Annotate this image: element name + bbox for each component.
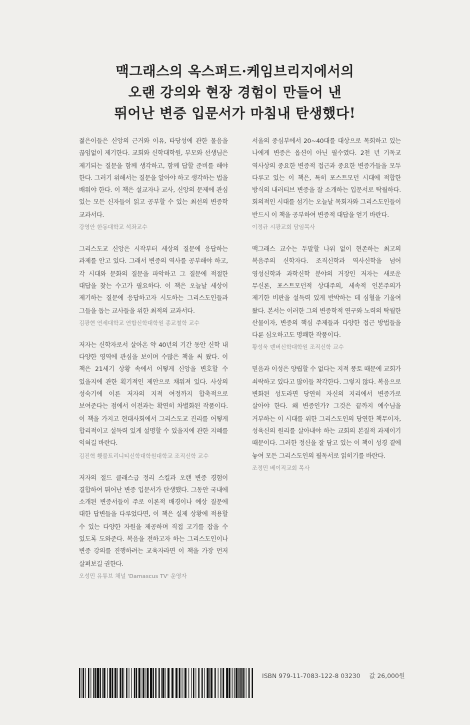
headline-line-1: 맥그래스의 옥스퍼드·케임브리지에서의: [115, 64, 355, 80]
review-block: [252, 136, 401, 233]
barcode-bar: [138, 668, 140, 698]
barcode-bar: [234, 668, 235, 698]
barcode-bar: [129, 668, 130, 698]
review-text: 맥그래스 교수는 두말할 나위 없이 현존하는 최고의 복음주의 신학자다. 조직신학과 역사신학을 넘어 영성신학과 과학신학 분야의 거장인 저자는 새로운 무신론, 포스트모던적 상대주의, 세속적 인본주의가 제기한 비판을 설득력 있게 반박하는 데 심혈을 기울여 왔다. 본서는 이러한 그의 변증학적 연구와 노력의 탁월한 산물이자, 변증의 핵심 주제들과 다양한 접근 방법들을 다룬 심오하고도 명쾌한 작품이다.: [252, 246, 401, 340]
barcode-bar: [103, 668, 105, 698]
barcode-bar: [153, 668, 154, 698]
barcode-bar: [196, 668, 197, 698]
barcode-bar: [207, 668, 209, 698]
review-text: 그리스도교 신앙은 시작부터 세상의 질문에 응답하는 과제를 안고 있다. 그래서 변증의 역사를 공부해야 하고, 각 시대와 문화의 질문을 파악하고 그 질문에 적절한 대답을 찾는 수고가 필요하다. 이 책은 오늘날 세상이 제기하는 질문에 응답하고자 시도하는 그리스도인들과 그들을 돕는 교사들을 위한 최적의 교과서다.: [79, 246, 228, 315]
reviews-left-column: [79, 136, 228, 593]
review-text: 저자는 신학자로서 살아온 약 40년의 기간 동안 신학 내 다양한 영역에 관심을 보이며 수많은 책을 써 왔다. 이 책은 21세기 상황 속에서 어떻게 신앙을 변호할 수 있을지에 관한 획기적인 제안으로 채워져 있다. 사상의 성숙기에 이른 저자의 지적 여정까지 합축적으로 보여준다는 점에서 이전과는 확연히 차별화된 작품이다. 이 책을 가지고 현대사회에서 그리스도교 진리를 어떻게 합리적이고 설득력 있게 설명할 수 있을지에 관한 지혜를 익혀길 바란다.: [79, 341, 228, 448]
reviews-right-column: [252, 136, 401, 593]
barcode-bar: [82, 668, 83, 698]
barcode-bar: [238, 668, 239, 698]
barcode-bar: [112, 668, 113, 698]
review-text: 서울의 중심부에서 20~40대를 대상으로 목회하고 있는 나에게 변증은 옵션이 아닌 필수였다. 2천 년 기독교 역사상의 중요한 변증적 접근과 중요한 변증가들을 모두 다루고 있는 이 책은, 특히 포스트모던 시대에 적합한 방식의 내러티브 변증을 잘 소개하는 입문서로 탁월하다. 회의적인 시대를 섬기는 오늘날 목회자와 그리스도인들이 반드시 이 책을 공부하여 변증적 대답을 얻기 바란다.: [252, 138, 401, 219]
isbn-price-text: [262, 671, 405, 680]
barcode-bar: [155, 668, 156, 698]
barcode-bar: [162, 668, 164, 698]
barcode-bar: [193, 668, 194, 698]
review-block: [252, 364, 401, 473]
barcode-bar: [243, 668, 244, 698]
barcode-bar: [161, 668, 162, 698]
barcode-bar: [222, 668, 223, 698]
isbn-label: ISBN 979-11-7083-122-8 03230: [262, 673, 361, 680]
barcode-bar: [117, 668, 118, 698]
barcode-bar: [79, 668, 80, 698]
review-block: [79, 473, 228, 582]
barcode-bar: [83, 668, 84, 698]
barcode-bar: [142, 668, 143, 698]
price-label: 값 26,000원: [369, 673, 405, 680]
barcode-bar: [236, 668, 238, 698]
barcode-bar: [134, 668, 135, 698]
review-block: [252, 244, 401, 353]
barcode-bar: [97, 668, 99, 698]
barcode-bar: [215, 668, 216, 698]
review-author: 조정민 베이직교회 목사: [252, 465, 310, 472]
review-author: 강영안 한동대학교 석좌교수: [79, 225, 148, 232]
headline-line-3: 뛰어난 변증 입문서가 마침내 탄생했다!: [114, 106, 356, 122]
barcode-bar: [246, 668, 247, 698]
barcode-bar: [131, 668, 132, 698]
barcode-bar: [218, 668, 219, 698]
barcode-bar: [136, 668, 137, 698]
barcode-bar: [239, 668, 240, 698]
barcode-bar: [147, 668, 149, 698]
barcode-bar: [168, 668, 170, 698]
cover-headline: [0, 62, 470, 125]
barcode-bar: [176, 668, 178, 698]
barcode-bar: [241, 668, 242, 698]
barcode-bar: [159, 668, 160, 698]
barcode-bar: [231, 668, 232, 698]
barcode-bar: [88, 668, 89, 698]
barcode-bar: [229, 668, 230, 698]
barcode-bar: [107, 668, 108, 698]
review-author: 이정규 시광교회 담임목사: [252, 225, 315, 232]
barcode-bar: [122, 668, 123, 698]
barcode-bar: [95, 668, 96, 698]
review-author: 황성욱 덴버신학대학원 조직신학 교수: [252, 345, 344, 352]
barcode-bar: [189, 668, 190, 698]
barcode-bar: [120, 668, 121, 698]
barcode-bar: [150, 668, 152, 698]
barcode-bar: [248, 668, 249, 698]
review-author: 오성민 유튜브 채널 'Damascus TV' 운영자: [79, 573, 187, 580]
barcode-bar: [185, 668, 187, 698]
barcode-bar: [226, 668, 228, 698]
barcode-bar: [165, 668, 166, 698]
barcode-bar: [172, 668, 174, 698]
barcode-bar: [183, 668, 184, 698]
review-author: 김광현 연세대학교 연합신학대학원 종교철학 교수: [79, 320, 200, 327]
barcode-bar: [211, 668, 213, 698]
barcode-bar: [223, 668, 224, 698]
barcode-bar: [126, 668, 127, 698]
headline-line-2: 오랜 강의와 현장 경험이 만들어 낸: [128, 85, 342, 101]
barcode-bar: [191, 668, 192, 698]
barcode-bar: [124, 668, 125, 698]
barcode-bar: [93, 668, 94, 698]
review-text: 저자의 절드 클래스급 정리 스킬과 오랜 변증 경험이 결합하여 뛰어난 변증 입문서가 탄생했다. 그동안 국내에 소개된 변증서들이 주로 이론적 배경이나 예상 질문에 대한 답변들을 다루었다면, 이 책은 실제 상황에 적용할 수 있는 다양한 자원을 제공하며 직접 고기를 잡을 수 있도록 도와준다. 복음을 전하고자 하는 그리스도인이나 변증 강의를 진행하려는 교육자라면 이 책을 가장 먼저 살펴보길 권한다.: [79, 474, 228, 568]
barcode-bar: [209, 668, 210, 698]
barcode-bar: [109, 668, 111, 698]
review-block: [79, 244, 228, 329]
review-text: 믿음과 이성은 양립할 수 없다는 지적 풍토 때문에 교회가 쇠락하고 있다고 많이들 착각한다. 그렇지 않다. 복음으로 변화된 성도라면 당연히 자신의 지리에서 변증가로 살아야 한다. 왜 변증인가? 그것은 끝까지 예수님을 거부하는 이 시대를 위한 그리스도인의 당연한 책무이자, 성육신의 원리를 살아내야 하는 교회의 본질적 과제이기 때문이다. 그러한 정신을 잘 담고 있는 이 책이 성경 곁에 놓여 모든 그리스도인의 필독서로 읽히기를 바란다.: [252, 366, 401, 460]
barcode-bar: [115, 668, 117, 698]
barcode-bar: [102, 668, 103, 698]
barcode-area: [79, 665, 405, 705]
barcode-graphic: [79, 668, 254, 698]
review-author: 김진혁 횃불트리니티신학대학원대학교 조직신학 교수: [79, 453, 209, 460]
barcode-bar: [233, 668, 234, 698]
barcode-bar: [145, 668, 146, 698]
review-block: [79, 136, 228, 233]
barcode-bar: [91, 668, 92, 698]
review-block: [79, 340, 228, 462]
barcode-bar: [252, 668, 253, 698]
barcode-bar: [143, 668, 144, 698]
reviews-columns: [79, 136, 401, 593]
barcode-bar: [100, 668, 101, 698]
review-text: 젊은이들은 신앙의 근거와 이유, 타당성에 관한 물음을 끊임없이 제기한다. 교회와 신학대학원, 부모와 선생님은 제기되는 질문을 함께 생각하고, 함께 답할 준비를 해야 한다. 그러기 위해서는 질문을 알아야 하고 생각하는 법을 배워야 한다. 이 책은 설교자나 교사, 신앙의 문제에 관심 있는 모든 신자들이 읽고 공부할 수 있는 최선의 변증학 교과서다.: [79, 138, 228, 219]
barcode-bar: [181, 668, 182, 698]
barcode-bar: [85, 668, 86, 698]
barcode-bar: [204, 668, 205, 698]
barcode-bar: [179, 668, 180, 698]
barcode-bar: [220, 668, 221, 698]
barcode-bar: [198, 668, 199, 698]
barcode-bar: [202, 668, 203, 698]
